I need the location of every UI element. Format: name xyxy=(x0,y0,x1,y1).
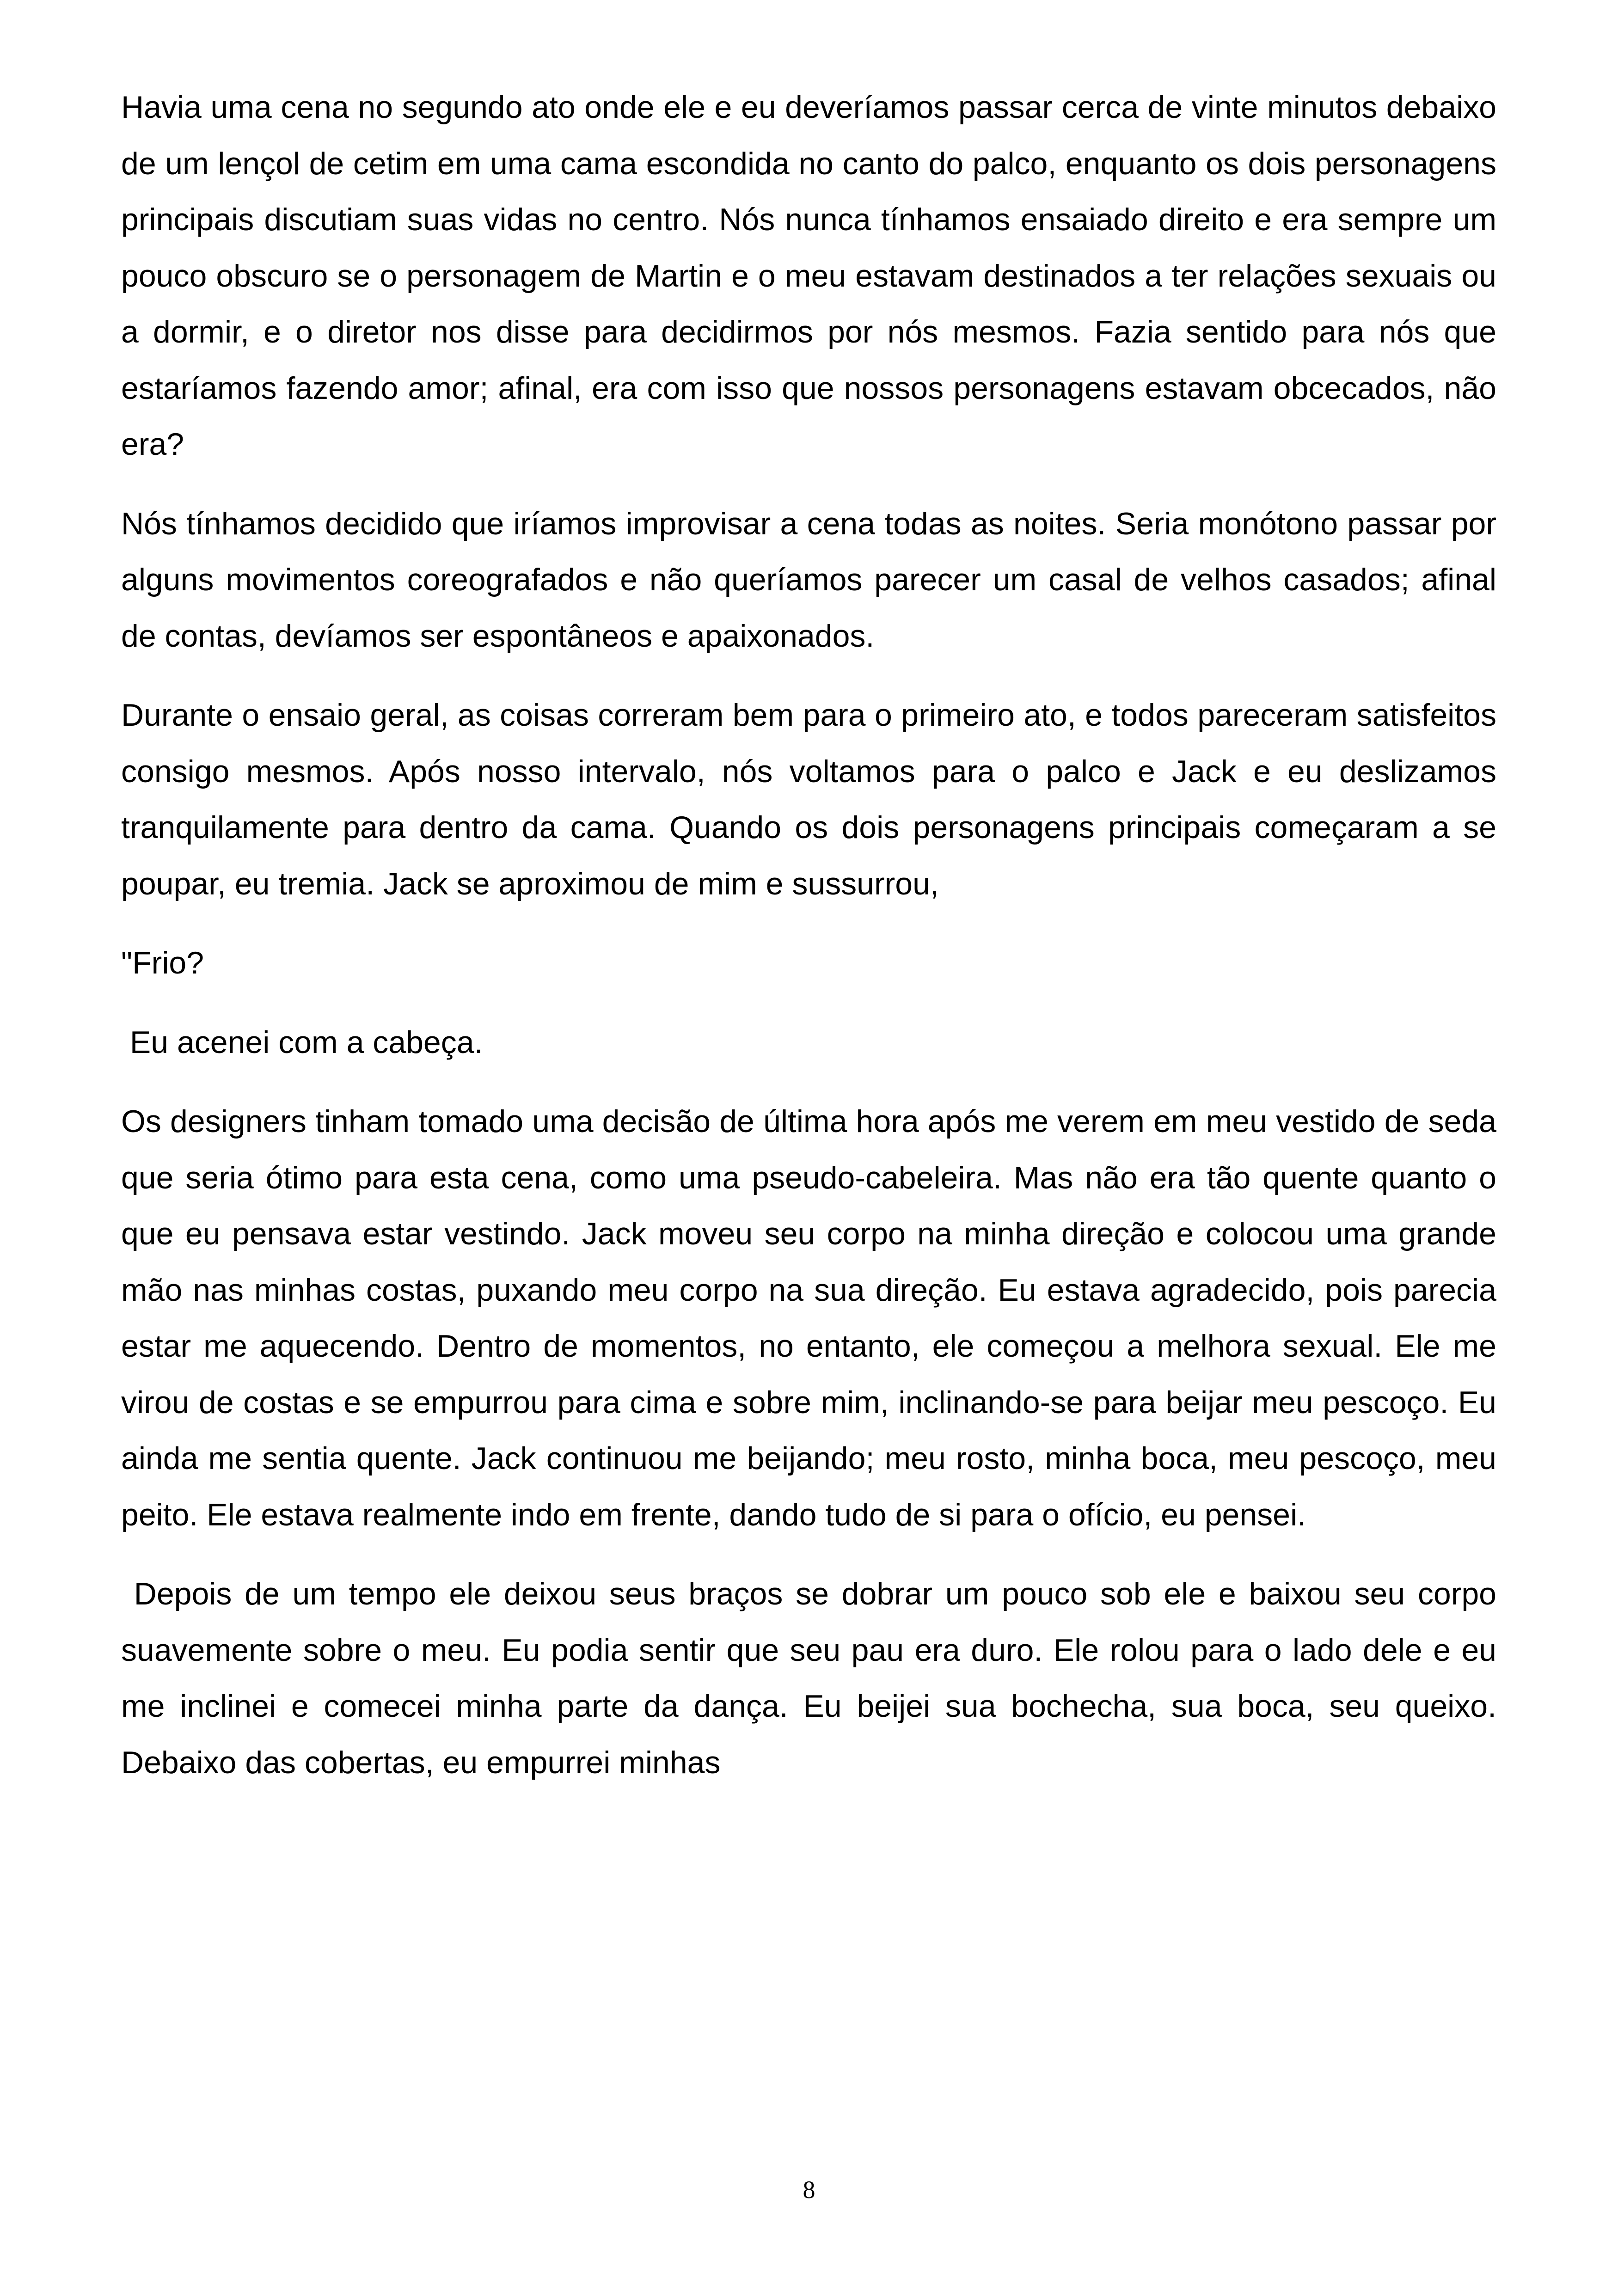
paragraph: Durante o ensaio geral, as coisas correram bem para o primeiro ato, e todos pareceram satisfeitos consigo mesmos. Após nosso intervalo, nós voltamos para o palco e Jack e eu deslizamos tranquilamente para dentro da cama. Quando os dois personagens principais começaram a se poupar, eu tremia. Jack se aproximou de mim e sussurrou, xyxy=(121,698,1496,901)
paragraph: "Frio? xyxy=(121,945,204,980)
document-body xyxy=(121,80,1505,1814)
paragraph: Os designers tinham tomado uma decisão de última hora após me verem em meu vestido de seda que seria ótimo para esta cena, como uma pseudo-cabeleira. Mas não era tão quente quanto o que eu pensava estar vestindo. Jack moveu seu corpo na minha direção e colocou uma grande mão nas minhas costas, puxando meu corpo na sua direção. Eu estava agradecido, pois parecia estar me aquecendo. Dentro de momentos, no entanto, ele começou a melhora sexual. Ele me virou de costas e se empurrou para cima e sobre mim, inclinando-se para beijar meu pescoço. Eu ainda me sentia quente. Jack continuou me beijando; meu rosto, minha boca, meu pescoço, meu peito. Ele estava realmente indo em frente, dando tudo de si para o ofício, eu pensei. xyxy=(121,1104,1496,1532)
paragraph: Nós tínhamos decidido que iríamos improvisar a cena todas as noites. Seria monótono passar por alguns movimentos coreografados e não queríamos parecer um casal de velhos casados; afinal de contas, devíamos ser espontâneos e apaixonados. xyxy=(121,506,1496,654)
paragraph: Eu acenei com a cabeça. xyxy=(121,1024,483,1060)
paragraph: Havia uma cena no segundo ato onde ele e eu deveríamos passar cerca de vinte minutos debaixo de um lençol de cetim em uma cama escondida no canto do palco, enquanto os dois personagens principais discutiam suas vidas no centro. Nós nunca tínhamos ensaiado direito e era sempre um pouco obscuro se o personagem de Martin e o meu estavam destinados a ter relações sexuais ou a dormir, e o diretor nos disse para decidirmos por nós mesmos. Fazia sentido para nós que estaríamos fazendo amor; afinal, era com isso que nossos personagens estavam obcecados, não era? xyxy=(121,90,1496,462)
paragraph: Depois de um tempo ele deixou seus braços se dobrar um pouco sob ele e baixou seu corpo suavemente sobre o meu. Eu podia sentir que seu pau era duro. Ele rolou para o lado dele e eu me inclinei e comecei minha parte da dança. Eu beijei sua bochecha, sua boca, seu queixo. Debaixo das cobertas, eu empurrei minhas xyxy=(121,1576,1505,1780)
page-number: 8 xyxy=(803,2176,815,2204)
